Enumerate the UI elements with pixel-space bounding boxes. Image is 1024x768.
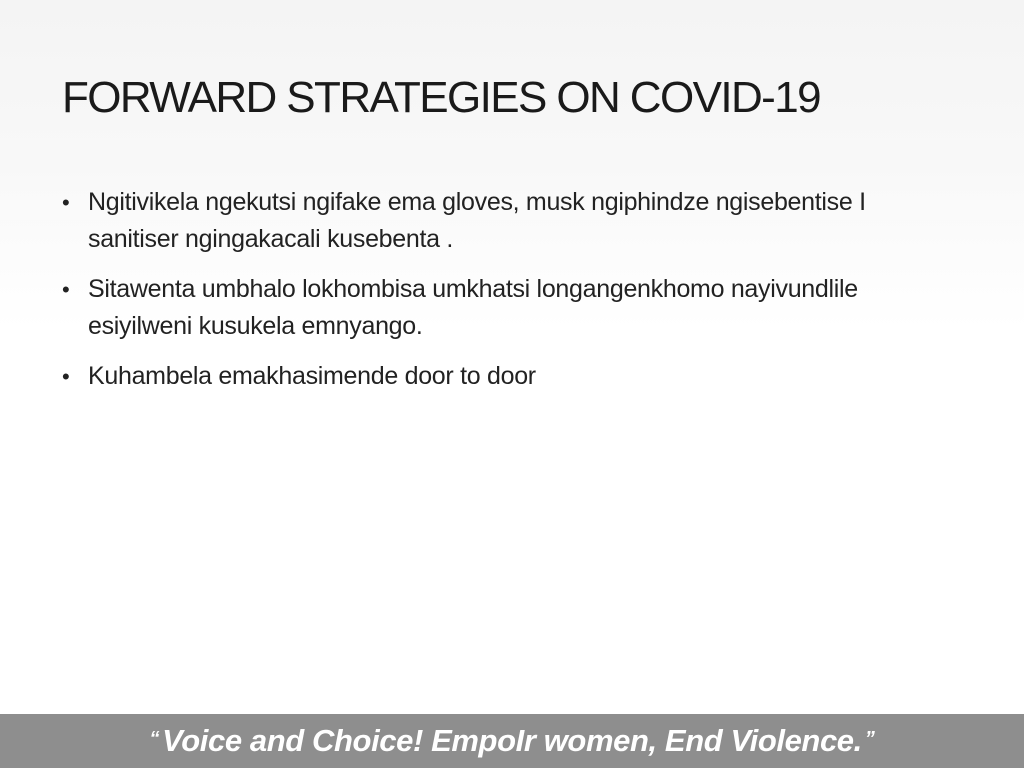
open-quote: “ — [149, 728, 160, 750]
bullet-list — [62, 184, 942, 408]
slide-title: FORWARD STRATEGIES ON COVID-19 — [62, 73, 820, 122]
bullet-item — [62, 358, 942, 395]
bullet-item — [62, 271, 942, 345]
bullet-text: Kuhambela emakhasimende door to door — [88, 362, 536, 390]
footer-slogan — [147, 723, 878, 759]
bullet-marker: • — [62, 364, 70, 389]
footer-banner — [0, 714, 1024, 768]
bullet-marker: • — [62, 190, 70, 215]
bullet-marker: • — [62, 277, 70, 302]
bullet-text: Sitawenta umbhalo lokhombisa umkhatsi longangenkhomo nayivundlile esiyilweni kusukela emnyango. — [88, 275, 858, 340]
footer-slogan-text: Voice and Choice! EmpoIr women, End Violence. — [162, 723, 862, 758]
bullet-text: Ngitivikela ngekutsi ngifake ema gloves, musk ngiphindze ngisebentise I sanitiser ngingakacali kusebenta . — [88, 188, 866, 253]
bullet-item — [62, 184, 942, 258]
close-quote: ” — [864, 728, 875, 750]
